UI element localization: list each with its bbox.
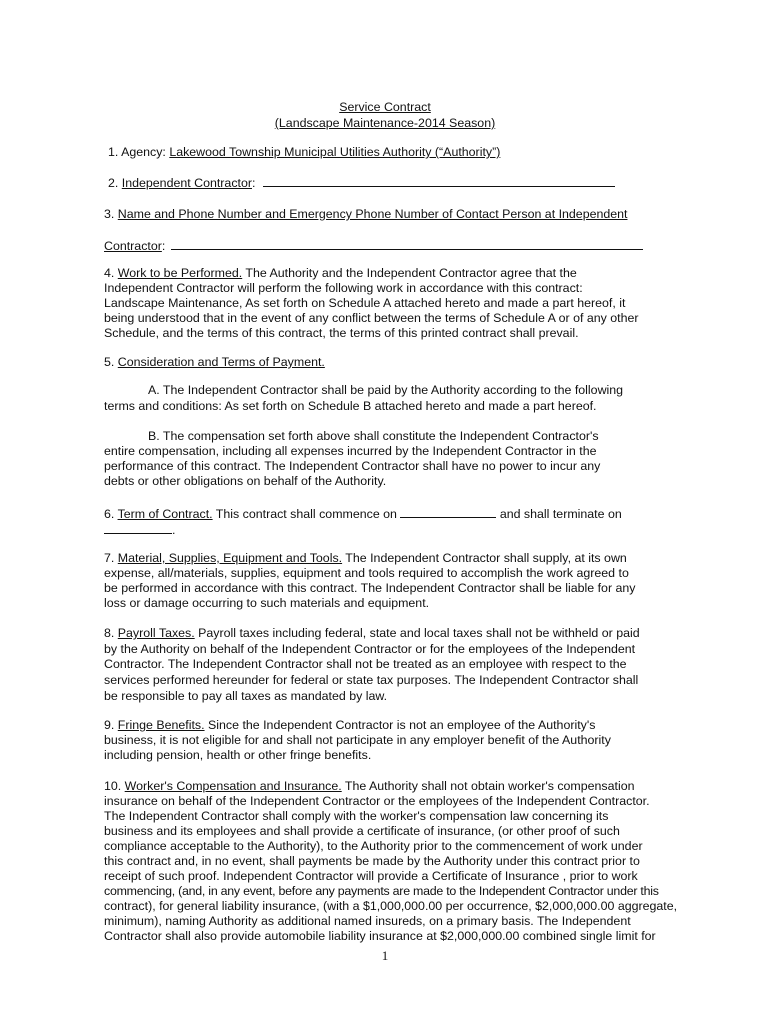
- section-number: 4.: [104, 266, 118, 280]
- agency-value: Lakewood Township Municipal Utilities Authority (“Authority”): [169, 145, 501, 159]
- section-number: 5.: [104, 355, 118, 369]
- section-number: 1.: [108, 145, 122, 159]
- colon: :: [251, 176, 256, 190]
- section-8-line-2: by the Authority on behalf of the Independent Contractor or for the employees of the Independent: [104, 642, 636, 656]
- section-10-line-8: commencing, (and, in any event, before any payments are made to the Independent Contractor under this: [104, 884, 659, 898]
- section-text: The Authority shall not obtain worker's compensation: [341, 779, 635, 793]
- section-1-agency: [108, 145, 500, 160]
- section-text: The Independent Contractor shall supply, at its own: [342, 551, 627, 565]
- clause-b-line-3: performance of this contract. The Independent Contractor shall have no power to incur any: [104, 459, 601, 473]
- contact-person-blank[interactable]: [171, 238, 643, 250]
- page-number: 1: [381, 948, 389, 963]
- section-8-line-3: Contractor. The Independent Contractor shall not be treated as an employee with respect to the: [104, 657, 627, 671]
- contact-heading: Name and Phone Number and Emergency Phone Number of Contact Person at Independent: [117, 207, 628, 221]
- section-heading: Fringe Benefits.: [117, 718, 205, 732]
- section-number: 2.: [108, 176, 122, 190]
- section-text: and shall terminate on: [496, 507, 622, 521]
- section-9-line-2: business, it is not eligible for and shall not participate in any employer benefit of the Authority: [104, 733, 611, 747]
- colon: :: [161, 239, 166, 253]
- section-10-line-2: insurance on behalf of the Independent Contractor or the employees of the Independent Contractor.: [104, 794, 650, 808]
- section-number: 3.: [104, 207, 118, 221]
- clause-b-line-2: entire compensation, including all expenses incurred by the Independent Contractor in the: [104, 444, 597, 458]
- section-10-line-1: [104, 779, 635, 794]
- section-text: This contract shall commence on: [212, 507, 401, 521]
- agency-label: Agency:: [121, 145, 170, 159]
- section-4-line-2: Independent Contractor will perform the following work in accordance with this contract:: [104, 281, 583, 295]
- contact-heading-cont: Contractor: [104, 239, 162, 253]
- section-10-line-9: contract), for general liability insurance, (with a $1,000,000.00 per occurrence, $2,000,000.00 aggregate,: [104, 899, 678, 913]
- section-number: 7.: [104, 551, 118, 565]
- clause-a-line-1: A. The Independent Contractor shall be paid by the Authority according to the following: [148, 383, 624, 397]
- section-2-independent-contractor: [108, 175, 615, 191]
- section-9-line-1: [104, 718, 595, 733]
- section-number: 6.: [104, 507, 118, 521]
- section-3-contact-heading: [104, 207, 628, 222]
- document-subtitle: [0, 116, 770, 131]
- terminate-date-blank[interactable]: [104, 522, 172, 534]
- section-6-line-2: [104, 522, 175, 538]
- section-8-line-4: services performed hereunder for federal or state tax purposes. The Independent Contractor shall: [104, 673, 639, 687]
- section-number: 8.: [104, 626, 118, 640]
- title-text: Service Contract: [339, 100, 431, 114]
- section-5-heading-line: [104, 355, 325, 370]
- section-3-contact-line: [104, 238, 643, 254]
- section-7-line-2: expense, all/materials, supplies, equipment and tools required to accomplish the work agreed to: [104, 566, 629, 580]
- section-heading: Payroll Taxes.: [117, 626, 195, 640]
- section-10-line-11: Contractor shall also provide automobile liability insurance at $2,000,000.00 combined single limit for: [104, 929, 656, 943]
- section-8-line-5: be responsible to pay all taxes as mandated by law.: [104, 689, 388, 703]
- section-number: 9.: [104, 718, 118, 732]
- period: .: [172, 523, 176, 537]
- subtitle-text: (Landscape Maintenance-2014 Season): [274, 116, 496, 130]
- section-heading: Term of Contract.: [117, 507, 213, 521]
- section-heading: Worker's Compensation and Insurance.: [124, 779, 342, 793]
- contractor-name-blank[interactable]: [263, 175, 615, 187]
- clause-b-line-4: debts or other obligations on behalf of the Authority.: [104, 474, 387, 488]
- clause-b-line-1: B. The compensation set forth above shall constitute the Independent Contractor's: [148, 429, 599, 443]
- section-10-line-3: The Independent Contractor shall comply with the worker's compensation law concerning its: [104, 809, 609, 823]
- section-8-line-1: [104, 626, 640, 641]
- section-heading: Consideration and Terms of Payment.: [117, 355, 325, 369]
- section-4-line-4: being understood that in the event of any conflict between the terms of Schedule A or of any other: [104, 311, 639, 325]
- clause-a-line-2: terms and conditions: As set forth on Schedule B attached hereto and made a part hereof.: [104, 399, 597, 413]
- section-text: Payroll taxes including federal, state and local taxes shall not be withheld or paid: [194, 626, 640, 640]
- section-10-line-5: compliance acceptable to the Authority), to the Authority prior to the commencement of work under: [104, 839, 643, 853]
- section-4-line-3: Landscape Maintenance, As set forth on Schedule A attached hereto and made a part hereof, it: [104, 296, 626, 310]
- commence-date-blank[interactable]: [400, 506, 496, 518]
- section-text: Since the Independent Contractor is not an employee of the Authority's: [204, 718, 596, 732]
- section-4-line-5: Schedule, and the terms of this contract, the terms of this printed contract shall prevail.: [104, 326, 579, 340]
- section-10-line-4: business and its employees and shall provide a certificate of insurance, (or other proof of such: [104, 824, 620, 838]
- section-text: The Authority and the Independent Contractor agree that the: [242, 266, 577, 280]
- section-7-line-1: [104, 551, 627, 566]
- document-title: [0, 100, 770, 115]
- section-10-line-6: this contract and, in no event, shall payments be made by the Authority under this contract prior to: [104, 854, 640, 868]
- contractor-label: Independent Contractor: [121, 176, 252, 190]
- section-number: 10.: [104, 779, 125, 793]
- section-heading: Material, Supplies, Equipment and Tools.: [117, 551, 343, 565]
- section-7-line-4: loss or damage occurring to such materials and equipment.: [104, 596, 430, 610]
- section-10-line-10: minimum), naming Authority as additional named insureds, on a primary basis. The Independent: [104, 914, 631, 928]
- section-heading: Work to be Performed.: [117, 266, 243, 280]
- section-9-line-3: including pension, health or other fringe benefits.: [104, 748, 372, 762]
- section-7-line-3: be performed in accordance with this contract. The Independent Contractor shall be liable for any: [104, 581, 636, 595]
- section-10-line-7: receipt of such proof. Independent Contractor will provide a Certificate of Insurance , prior to work: [104, 869, 638, 883]
- section-6-line-1: [104, 506, 622, 522]
- section-4-line-1: [104, 266, 577, 281]
